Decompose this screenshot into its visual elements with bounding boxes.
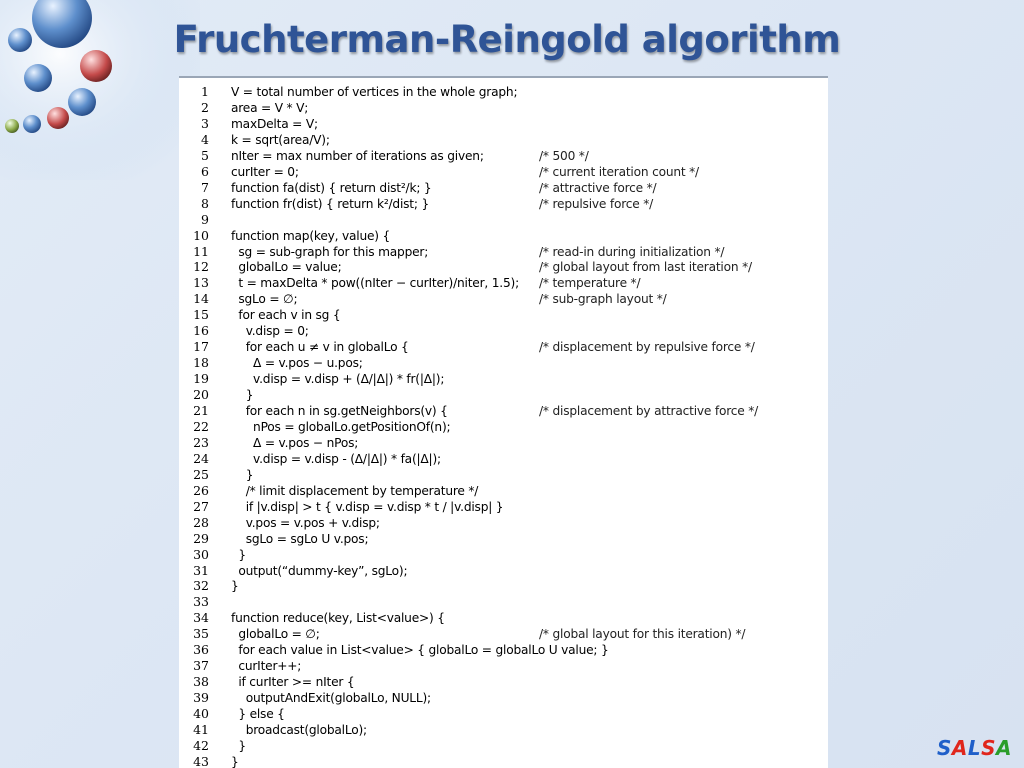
code-text: output(“dummy-key”, sgLo); [231, 563, 408, 578]
line-number: 22 [193, 418, 209, 434]
line-number: 25 [193, 466, 209, 482]
line-number: 9 [201, 211, 209, 227]
line-number: 20 [193, 387, 209, 403]
code-text: v.disp = v.disp - (Δ/|Δ|) * fa(|Δ|); [231, 451, 441, 466]
logo-letter: L [967, 736, 982, 760]
line-number: 3 [201, 115, 209, 131]
line-number: 38 [193, 674, 209, 690]
line-number: 7 [201, 179, 209, 195]
code-line [179, 738, 828, 754]
code-text: /* limit displacement by temperature */ [231, 483, 479, 498]
code-comment: /* sub-graph layout */ [539, 292, 667, 307]
line-number: 37 [193, 658, 209, 674]
code-line [179, 275, 828, 291]
code-line [179, 196, 828, 212]
logo-letter: A [996, 736, 1012, 760]
code-line [179, 547, 828, 563]
code-line [179, 84, 828, 100]
logo-letter: S [981, 736, 997, 760]
code-text: globalLo = value; [231, 260, 342, 275]
line-number: 15 [193, 307, 209, 323]
code-text: } else { [231, 707, 285, 722]
code-text: sgLo = sgLo U v.pos; [231, 531, 369, 546]
line-number: 13 [193, 275, 209, 291]
code-line [179, 531, 828, 547]
code-text: v.pos = v.pos + v.disp; [231, 515, 380, 530]
code-line [179, 610, 828, 626]
line-number: 29 [193, 530, 209, 546]
slide-title: Fruchterman-Reingold algorithm [173, 18, 841, 61]
line-number: 28 [193, 514, 209, 530]
code-text: for each u ≠ v in globalLo { [231, 340, 409, 355]
line-number: 41 [193, 722, 209, 737]
code-text: curIter = 0; [231, 164, 299, 179]
code-line [179, 291, 828, 307]
logo-letter: A [951, 736, 968, 760]
code-text: sgLo = ∅; [231, 292, 298, 307]
line-number: 23 [193, 434, 209, 450]
line-number: 33 [193, 594, 209, 610]
line-number: 16 [193, 323, 209, 339]
code-line [179, 228, 828, 244]
line-number: 5 [201, 147, 209, 163]
logo-letter: S [936, 736, 952, 760]
line-number: 17 [193, 339, 209, 355]
code-text: } [231, 738, 246, 753]
line-number: 34 [193, 610, 209, 626]
code-text: k = sqrt(area/V); [231, 132, 330, 147]
code-text: function fr(dist) { return k²/dist; } [231, 196, 429, 211]
code-line [179, 658, 828, 674]
code-line [179, 451, 828, 467]
code-line [179, 419, 828, 435]
code-line [179, 307, 828, 323]
line-number: 39 [193, 690, 209, 706]
line-number: 4 [201, 131, 209, 147]
code-comment: /* global layout for this iteration) */ [539, 627, 746, 642]
code-line [179, 435, 828, 451]
code-comment: /* displacement by attractive force */ [539, 404, 759, 418]
code-text: } [231, 547, 246, 562]
line-number: 42 [193, 737, 209, 753]
code-line [179, 371, 828, 387]
code-line [179, 355, 828, 371]
line-number: 40 [193, 706, 209, 722]
salsa-logo [937, 736, 1012, 760]
code-text: } [231, 579, 239, 594]
code-text: function map(key, value) { [231, 228, 391, 243]
code-line [179, 515, 828, 531]
code-line [179, 244, 828, 260]
code-text: if |v.disp| > t { v.disp = v.disp * t / |v.disp| } [231, 499, 504, 514]
code-line [179, 259, 828, 275]
code-line [179, 578, 828, 594]
line-number: 24 [193, 450, 209, 466]
code-comment: /* 500 */ [539, 148, 589, 163]
code-line [179, 722, 828, 738]
code-line [179, 467, 828, 483]
line-number: 26 [193, 482, 209, 498]
code-line [179, 403, 828, 419]
line-number: 43 [193, 753, 209, 768]
code-comment: /* repulsive force */ [539, 196, 654, 211]
code-line [179, 164, 828, 180]
code-line [179, 212, 828, 228]
code-comment: /* read-in during initialization */ [539, 244, 725, 259]
code-comment: /* temperature */ [539, 276, 641, 291]
code-text: nIter = max number of iterations as given; [231, 148, 484, 163]
code-line [179, 323, 828, 339]
code-line [179, 100, 828, 116]
code-text: for each v in sg { [231, 308, 341, 323]
code-text: sg = sub-graph for this mapper; [231, 244, 429, 259]
line-number: 8 [201, 195, 209, 211]
code-text: outputAndExit(globalLo, NULL); [231, 691, 431, 706]
code-line [179, 499, 828, 515]
code-text: for each value in List<value> { globalLo = globalLo U value; } [231, 643, 609, 658]
code-comment: /* displacement by repulsive force */ [539, 340, 755, 355]
line-number: 6 [201, 163, 209, 179]
code-text: broadcast(globalLo); [231, 723, 367, 737]
code-text: globalLo = ∅; [231, 627, 320, 642]
code-line [179, 706, 828, 722]
code-line [179, 339, 828, 355]
line-number: 27 [193, 498, 209, 514]
code-text: maxDelta = V; [231, 116, 318, 131]
pseudocode-listing [179, 76, 828, 768]
line-number: 10 [193, 227, 209, 243]
line-number: 11 [193, 243, 209, 259]
code-text: function reduce(key, List<value>) { [231, 611, 445, 626]
line-number: 35 [193, 626, 209, 642]
line-number: 19 [193, 371, 209, 387]
line-number: 21 [193, 403, 209, 418]
line-number: 31 [193, 562, 209, 578]
code-text: t = maxDelta * pow((nIter − curIter)/niter, 1.5); [231, 276, 520, 291]
line-number: 12 [193, 259, 209, 275]
code-line [179, 148, 828, 164]
code-text: area = V * V; [231, 100, 309, 115]
code-text: nPos = globalLo.getPositionOf(n); [231, 419, 451, 434]
code-comment: /* attractive force */ [539, 180, 657, 195]
code-line [179, 563, 828, 579]
line-number: 36 [193, 642, 209, 658]
code-text: } [231, 467, 254, 482]
line-number: 18 [193, 355, 209, 371]
code-text: v.disp = 0; [231, 324, 309, 339]
code-line [179, 180, 828, 196]
code-text: function fa(dist) { return dist²/k; } [231, 180, 432, 195]
line-number: 32 [193, 578, 209, 594]
line-number: 2 [201, 99, 209, 115]
code-text: Δ = v.pos − nPos; [231, 435, 359, 450]
code-text: for each n in sg.getNeighbors(v) { [231, 404, 448, 418]
code-text: Δ = v.pos − u.pos; [231, 356, 363, 371]
code-line [179, 754, 828, 768]
code-comment: /* current iteration count */ [539, 164, 699, 179]
code-text: v.disp = v.disp + (Δ/|Δ|) * fr(|Δ|); [231, 372, 445, 387]
code-text: } [231, 388, 254, 403]
code-line [179, 642, 828, 658]
code-line [179, 387, 828, 403]
line-number: 30 [193, 546, 209, 562]
code-comment: /* global layout from last iteration */ [539, 260, 752, 275]
code-line [179, 594, 828, 610]
line-number: 1 [201, 84, 209, 99]
code-text: curIter++; [231, 659, 302, 674]
code-line [179, 690, 828, 706]
code-text: V = total number of vertices in the whole graph; [231, 85, 518, 99]
code-text: if curIter >= nIter { [231, 675, 355, 690]
code-line [179, 674, 828, 690]
code-line [179, 132, 828, 148]
code-line [179, 116, 828, 132]
line-number: 14 [193, 291, 209, 307]
code-line [179, 483, 828, 499]
code-line [179, 626, 828, 642]
code-text: } [231, 754, 239, 768]
